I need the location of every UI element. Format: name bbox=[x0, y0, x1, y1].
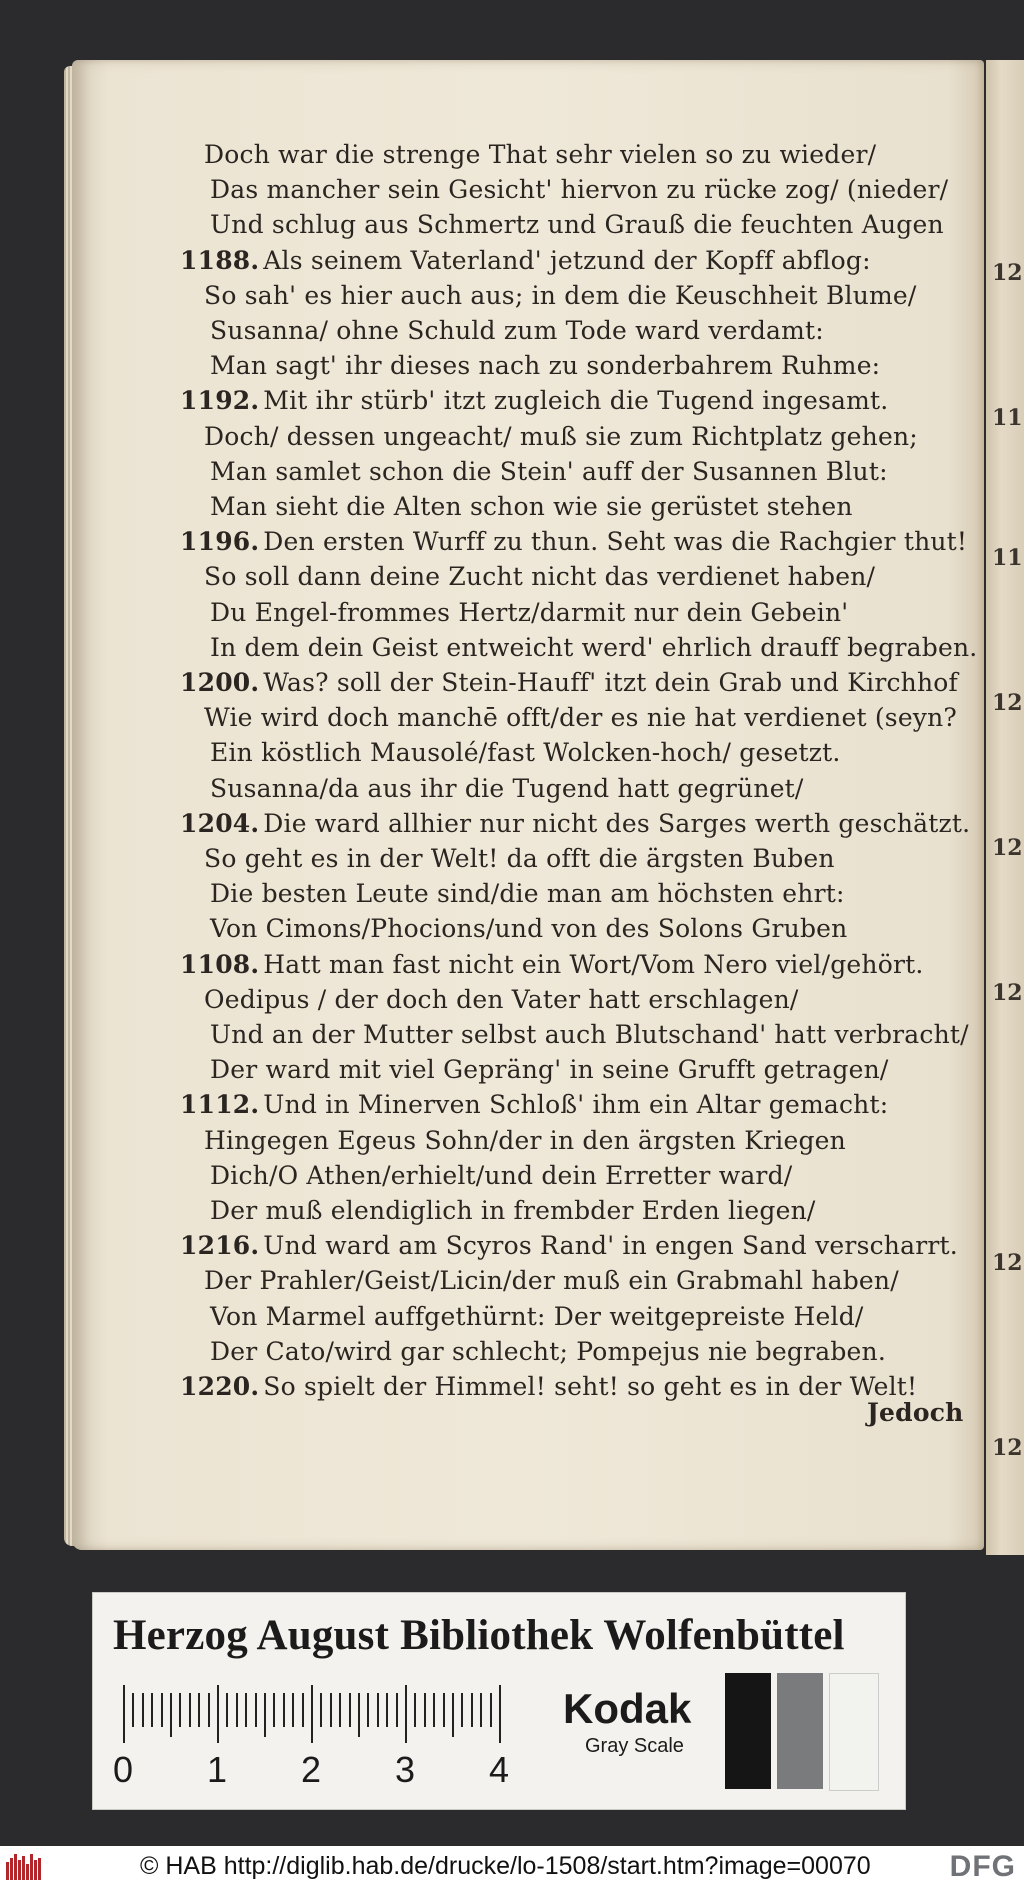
ruler-tick bbox=[414, 1693, 416, 1727]
ruler-tick bbox=[461, 1693, 463, 1727]
line-text: Und schlug aus Schmertz und Grauß die feuchten Augen bbox=[210, 210, 944, 240]
line-text: Der ward mit viel Gepräng' in seine Grufft getragen/ bbox=[210, 1055, 889, 1085]
ruler-tick bbox=[405, 1685, 407, 1743]
ruler-tick bbox=[377, 1693, 379, 1727]
ruler-tick bbox=[217, 1685, 219, 1743]
ruler-tick bbox=[302, 1693, 304, 1727]
scale-ruler bbox=[113, 1685, 533, 1805]
line-text: So spielt der Himmel! seht! so geht es in der Welt! bbox=[263, 1372, 918, 1401]
margin-fragment: 11 bbox=[992, 405, 1023, 431]
text-line bbox=[204, 140, 876, 170]
line-text: So sah' es hier auch aus; in dem die Keuschheit Blume/ bbox=[204, 280, 917, 310]
ruler-tick bbox=[480, 1693, 482, 1727]
ruler-tick bbox=[189, 1693, 191, 1727]
ruler-tick bbox=[170, 1693, 172, 1737]
ruler-tick bbox=[339, 1693, 341, 1727]
gray-scale-label: Gray Scale bbox=[585, 1735, 684, 1757]
line-text: In dem dein Geist entweicht werd' ehrlich drauff begraben. bbox=[210, 632, 978, 662]
book-page bbox=[72, 60, 984, 1550]
text-line bbox=[210, 457, 888, 487]
ruler-tick bbox=[320, 1693, 322, 1727]
margin-fragment: 12 bbox=[992, 1250, 1023, 1276]
line-text: Die ward allhier nur nicht des Sarges werth geschätzt. bbox=[263, 808, 971, 838]
ruler-tick bbox=[151, 1693, 153, 1727]
ruler-label: 2 bbox=[301, 1749, 322, 1790]
text-line bbox=[180, 1372, 917, 1402]
ruler-tick bbox=[292, 1693, 294, 1727]
text-line bbox=[210, 598, 848, 628]
ruler-tick bbox=[273, 1693, 275, 1727]
hab-logo-icon bbox=[6, 1854, 46, 1880]
text-line bbox=[180, 527, 967, 557]
ruler-tick bbox=[433, 1693, 435, 1727]
ruler-label: 4 bbox=[489, 1749, 510, 1790]
line-text: Wie wird doch manchē offt/der es nie hat verdienet (seyn? bbox=[204, 703, 958, 733]
line-number: 1200. bbox=[180, 668, 260, 697]
line-text: Der muß elendiglich in frembder Erden liegen/ bbox=[210, 1196, 816, 1225]
ruler-tick bbox=[367, 1693, 369, 1727]
text-line bbox=[204, 562, 875, 592]
text-line bbox=[210, 774, 804, 804]
ruler-tick bbox=[349, 1693, 351, 1727]
text-line bbox=[204, 1126, 846, 1156]
margin-fragment: 12 bbox=[992, 1435, 1023, 1461]
text-line bbox=[210, 316, 824, 346]
line-number: 1108. bbox=[180, 949, 260, 979]
text-line bbox=[210, 1302, 864, 1332]
line-number: 1192. bbox=[180, 386, 260, 416]
margin-fragment: 12 bbox=[992, 690, 1023, 716]
line-number: 1204. bbox=[180, 808, 260, 838]
line-text: Die besten Leute sind/die man am höchsten ehrt: bbox=[210, 879, 845, 909]
text-line bbox=[210, 633, 977, 663]
adjacent-page-edge bbox=[986, 60, 1024, 1555]
line-number: 1188. bbox=[180, 245, 260, 275]
text-line bbox=[210, 1055, 889, 1085]
line-text: Du Engel-frommes Hertz/darmit nur dein Gebein' bbox=[210, 597, 849, 627]
white-swatch bbox=[829, 1673, 879, 1791]
ruler-tick bbox=[490, 1693, 492, 1727]
text-line bbox=[180, 668, 958, 698]
line-text: Und in Minerven Schloß' ihm ein Altar gemacht: bbox=[263, 1090, 889, 1120]
text-line bbox=[210, 210, 944, 240]
catchword: Jedoch bbox=[867, 1398, 964, 1427]
line-text: Susanna/ ohne Schuld zum Tode ward verdamt: bbox=[210, 316, 824, 345]
ruler-tick bbox=[499, 1685, 501, 1743]
text-line bbox=[210, 1196, 816, 1226]
library-title: Herzog August Bibliothek Wolfenbüttel bbox=[113, 1612, 845, 1659]
text-line bbox=[180, 386, 888, 416]
text-line bbox=[180, 1231, 958, 1261]
margin-fragment: 12 bbox=[992, 980, 1023, 1006]
line-text: Was? soll der Stein-Hauff' itzt dein Grab und Kirchhof bbox=[263, 668, 958, 697]
line-text: Das mancher sein Gesicht' hiervon zu rücke zog/ (nieder/ bbox=[210, 175, 949, 205]
line-text: Von Marmel auffgethürnt: Der weitgepreiste Held/ bbox=[210, 1301, 864, 1331]
text-line bbox=[180, 246, 871, 276]
ruler-label: 0 bbox=[113, 1749, 134, 1790]
ruler-tick bbox=[358, 1693, 360, 1737]
line-text: Man samlet schon die Stein' auff der Susannen Blut: bbox=[210, 456, 888, 486]
text-line bbox=[204, 1266, 899, 1296]
text-line bbox=[204, 985, 799, 1015]
line-text: Dich/O Athen/erhielt/und dein Erretter ward/ bbox=[210, 1160, 793, 1190]
color-calibration-card bbox=[92, 1592, 906, 1810]
text-line bbox=[204, 422, 918, 452]
text-line bbox=[204, 844, 835, 874]
text-line bbox=[210, 351, 880, 381]
ruler-tick bbox=[396, 1693, 398, 1727]
line-number: 1216. bbox=[180, 1231, 260, 1261]
line-number: 1220. bbox=[180, 1372, 260, 1401]
kodak-brand: Kodak bbox=[563, 1685, 692, 1732]
line-text: Doch/ dessen ungeacht/ muß sie zum Richtplatz gehen; bbox=[204, 421, 918, 451]
ruler-tick bbox=[245, 1693, 247, 1727]
line-text: Man sagt' ihr dieses nach zu sonderbahrem Ruhme: bbox=[210, 351, 881, 381]
line-text: Susanna/da aus ihr die Tugend hatt gegrünet/ bbox=[210, 773, 804, 803]
text-line bbox=[204, 703, 957, 733]
ruler-tick bbox=[132, 1693, 134, 1727]
ruler-tick bbox=[179, 1693, 181, 1727]
ruler-tick bbox=[386, 1693, 388, 1727]
line-text: Und an der Mutter selbst auch Blutschand' hatt verbracht/ bbox=[210, 1020, 969, 1049]
margin-fragment: 12 bbox=[992, 835, 1023, 861]
text-line bbox=[180, 950, 924, 980]
line-text: Doch war die strenge That sehr vielen so zu wieder/ bbox=[204, 140, 877, 169]
line-text: So soll dann deine Zucht nicht das verdienet haben/ bbox=[204, 562, 876, 592]
line-text: Ein köstlich Mausolé/fast Wolcken-hoch/ gesetzt. bbox=[210, 738, 841, 768]
ruler-tick bbox=[255, 1693, 257, 1727]
ruler-tick bbox=[142, 1693, 144, 1727]
page-text bbox=[72, 60, 984, 1550]
ruler-tick bbox=[452, 1693, 454, 1737]
text-line bbox=[210, 175, 948, 205]
line-text: Der Prahler/Geist/Licin/der muß ein Grabmahl haben/ bbox=[204, 1266, 899, 1296]
text-line bbox=[204, 281, 917, 311]
text-line bbox=[210, 738, 841, 768]
ruler-tick bbox=[208, 1693, 210, 1727]
ruler-tick bbox=[330, 1693, 332, 1727]
line-number: 1196. bbox=[180, 527, 260, 557]
ruler-tick bbox=[283, 1693, 285, 1727]
ruler-tick bbox=[424, 1693, 426, 1727]
black-swatch bbox=[725, 1673, 771, 1789]
line-text: Man sieht die Alten schon wie sie gerüstet stehen bbox=[210, 492, 853, 521]
line-text: Den ersten Wurff zu thun. Seht was die Rachgier thut! bbox=[263, 527, 968, 557]
line-text: Oedipus / der doch den Vater hatt erschlagen/ bbox=[204, 984, 799, 1014]
text-line bbox=[210, 492, 853, 522]
line-text: Und ward am Scyros Rand' in engen Sand verscharrt. bbox=[263, 1231, 958, 1261]
ruler-tick bbox=[226, 1693, 228, 1727]
text-line bbox=[210, 1337, 886, 1367]
gray-swatch bbox=[777, 1673, 823, 1789]
ruler-tick bbox=[311, 1685, 313, 1743]
text-line bbox=[210, 914, 847, 944]
dfg-logo: DFG bbox=[949, 1850, 1016, 1883]
ruler-tick bbox=[198, 1693, 200, 1727]
footer-url[interactable]: © HAB http://diglib.hab.de/drucke/lo-1508/start.htm?image=00070 bbox=[140, 1852, 871, 1880]
margin-fragment: 11 bbox=[992, 545, 1023, 571]
line-text: Hatt man fast nicht ein Wort/Vom Nero viel/gehört. bbox=[263, 949, 924, 979]
text-line bbox=[180, 1090, 888, 1120]
line-number: 1112. bbox=[180, 1090, 260, 1120]
footer-bar bbox=[0, 1846, 1024, 1886]
text-line bbox=[210, 1020, 969, 1050]
line-text: So geht es in der Welt! da offt die ärgsten Buben bbox=[204, 844, 835, 873]
ruler-tick bbox=[443, 1693, 445, 1727]
text-line bbox=[210, 879, 845, 909]
ruler-tick bbox=[161, 1693, 163, 1727]
text-line bbox=[210, 1161, 792, 1191]
ruler-label: 1 bbox=[207, 1749, 228, 1790]
ruler-tick bbox=[236, 1693, 238, 1727]
ruler-label: 3 bbox=[395, 1749, 416, 1790]
ruler-tick bbox=[471, 1693, 473, 1727]
line-text: Als seinem Vaterland' jetzund der Kopff abflog: bbox=[263, 245, 871, 275]
ruler-tick bbox=[123, 1685, 125, 1743]
ruler-tick bbox=[264, 1693, 266, 1737]
margin-fragment: 12 bbox=[992, 260, 1023, 286]
line-text: Der Cato/wird gar schlecht; Pompejus nie begraben. bbox=[210, 1336, 886, 1366]
line-text: Mit ihr stürb' itzt zugleich die Tugend ingesamt. bbox=[263, 386, 889, 416]
line-text: Hingegen Egeus Sohn/der in den ärgsten Kriegen bbox=[204, 1125, 846, 1155]
line-text: Von Cimons/Phocions/und von des Solons Gruben bbox=[210, 914, 848, 944]
text-line bbox=[180, 809, 970, 839]
